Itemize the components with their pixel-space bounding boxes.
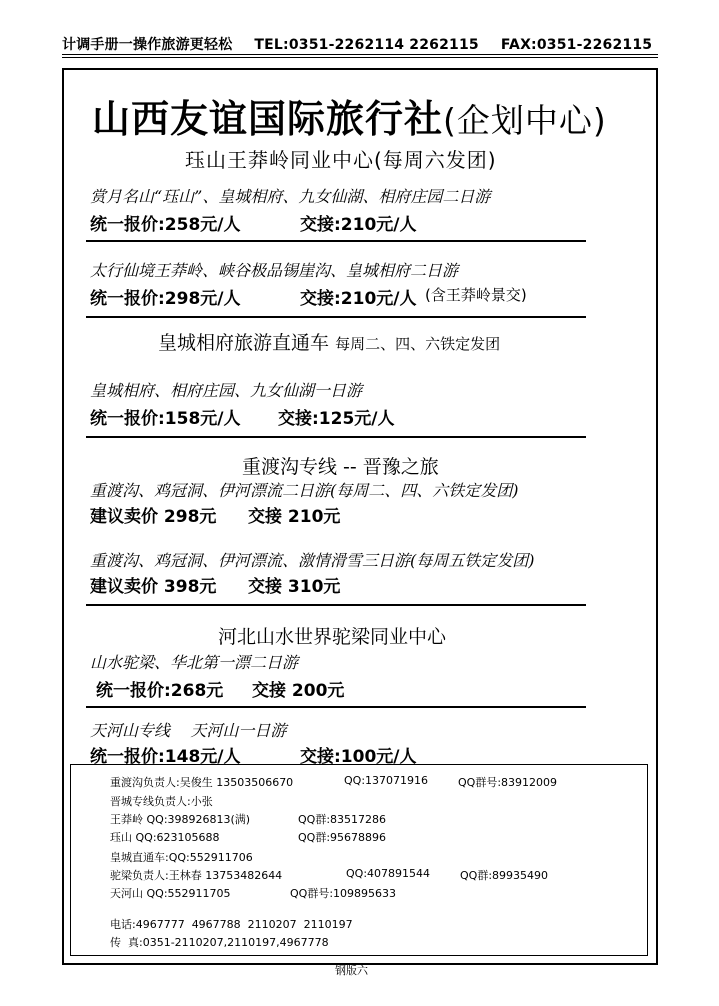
divider: [86, 436, 586, 438]
tour-net-price: 交接 200元: [252, 681, 345, 701]
tour-net-price: 交接:210元/人: [300, 215, 417, 235]
tour-route: 天河山专线 天河山一日游: [90, 721, 287, 740]
contact-phone: 电话:4967777 4967788 2110207 2110197: [110, 918, 353, 931]
tour-price-row: [90, 502, 341, 527]
contact-qq: QQ:137071916: [344, 774, 429, 787]
tour-net-price: 交接 210元: [248, 507, 341, 527]
tour-route: 山水驼梁、华北第一漂二日游: [90, 653, 299, 672]
header-rule-top: [62, 54, 658, 55]
contact-primary: 天河山 QQ:552911705: [110, 887, 231, 900]
company-dept: (企划中心): [443, 101, 607, 140]
divider: [86, 316, 586, 318]
contact-primary: 皇城直通车:QQ:552911706: [110, 851, 253, 864]
contact-qq: QQ:407891544: [346, 867, 431, 880]
subtitle: 珏山王莽岭同业中心(每周六发团): [185, 148, 497, 172]
tour-price-row: [90, 284, 527, 309]
header-fax: FAX:0351-2262115: [500, 37, 653, 53]
tour-net-price: 交接:100元/人: [300, 747, 417, 767]
divider: [86, 240, 586, 242]
section-title: 河北山水世界驼梁同业中心: [218, 626, 447, 648]
section-title: 皇城相府旅游直通车: [158, 332, 330, 354]
tour-route: 重渡沟、鸡冠洞、伊河漂流、激情滑雪三日游(每周五铁定发团): [90, 551, 535, 570]
tour-route: 太行仙境王莽岭、峡谷极品锡崖沟、皇城相府二日游: [90, 261, 459, 280]
contact-qq-group: QQ群:83517286: [298, 813, 387, 826]
contact-qq-group: QQ群:89935490: [460, 869, 549, 882]
tour-price: 建议卖价 398元: [90, 577, 217, 597]
header-line: [62, 34, 652, 54]
tour-price-row: [90, 572, 341, 597]
contact-qq-group: QQ群号:83912009: [458, 776, 558, 789]
tour-price: 建议卖价 298元: [90, 507, 217, 527]
divider: [86, 604, 586, 606]
tour-price-row: [90, 404, 395, 429]
tour-price-row: [96, 676, 345, 701]
tour-route: 皇城相府、相府庄园、九女仙湖一日游: [90, 381, 363, 400]
header-slogan: 计调手册一操作旅游更轻松: [62, 37, 233, 53]
tour-net-price: 交接:125元/人: [278, 409, 395, 429]
tour-net-price: 交接 310元: [248, 577, 341, 597]
section-title: 重渡沟专线 -- 晋豫之旅: [242, 456, 439, 478]
tour-price: 统一报价:158元/人: [90, 409, 241, 429]
tour-note: (含王莽岭景交): [425, 286, 527, 304]
section-title-huangcheng: [158, 328, 500, 355]
contact-primary: 晋城专线负责人:小张: [110, 795, 213, 808]
header-rule-bottom: [62, 57, 658, 58]
header-tel: TEL:0351-2262114 2262115: [254, 37, 479, 53]
tour-price: 统一报价:298元/人: [90, 289, 241, 309]
contact-primary: 珏山 QQ:623105688: [110, 831, 220, 844]
contact-qq-group: QQ群号:109895633: [290, 887, 397, 900]
tour-route: 赏月名山“珏山”、皇城相府、九女仙湖、相府庄园二日游: [90, 187, 491, 206]
company-title: [92, 88, 607, 143]
contact-primary: 王莽岭 QQ:398926813(满): [110, 813, 251, 826]
tour-net-price: 交接:210元/人: [300, 289, 417, 309]
tour-route: 重渡沟、鸡冠洞、伊河漂流二日游(每周二、四、六铁定发团): [90, 481, 519, 500]
divider: [86, 706, 586, 708]
contact-qq-group: QQ群:95678896: [298, 831, 387, 844]
contact-primary: 驼梁负责人:王林春 13753482644: [110, 869, 283, 882]
tour-price-row: [90, 210, 417, 235]
tour-price: 统一报价:258元/人: [90, 215, 241, 235]
contact-primary: 重渡沟负责人:吴俊生 13503506670: [110, 776, 294, 789]
tour-price: 统一报价:148元/人: [90, 747, 241, 767]
tour-price: 统一报价:268元: [96, 681, 224, 701]
section-schedule: 每周二、四、六铁定发团: [335, 335, 501, 353]
page-footer: 钢版六: [335, 964, 368, 977]
contact-fax: 传 真:0351-2110207,2110197,4967778: [110, 936, 329, 949]
company-name: 山西友谊国际旅行社: [92, 97, 444, 141]
